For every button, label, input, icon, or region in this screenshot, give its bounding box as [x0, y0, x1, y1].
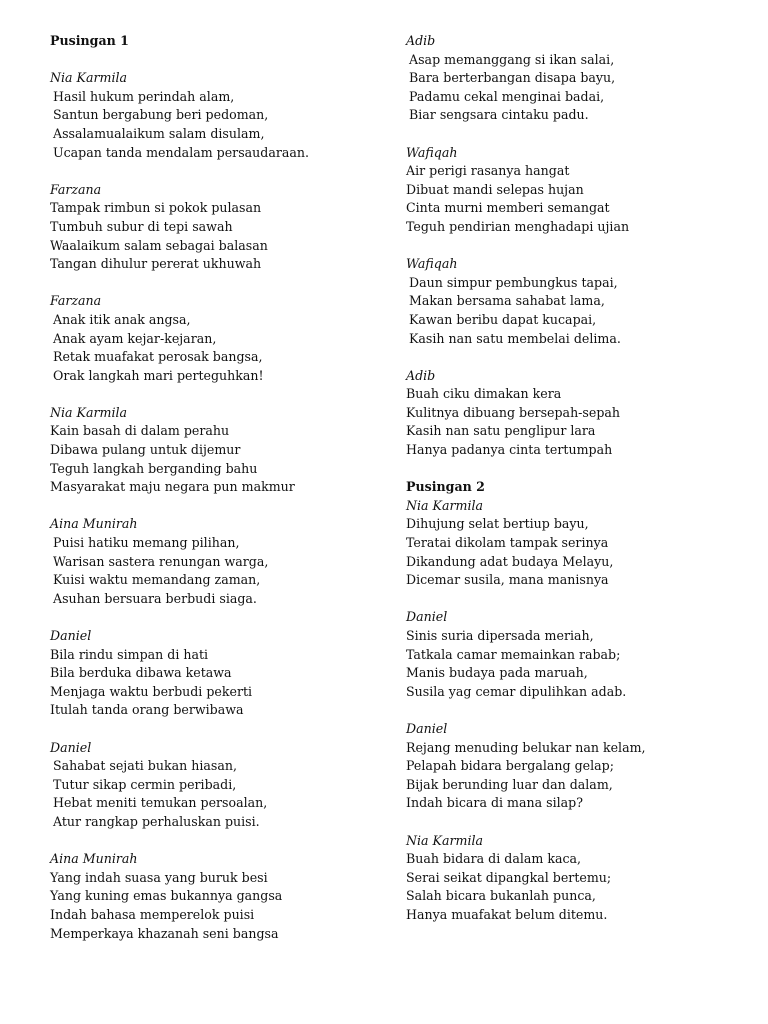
stanza-author: Nia Karmila: [406, 832, 484, 848]
stanza-line: Tampak rimbun si pokok pulasan: [50, 200, 262, 216]
stanza-line: Hebat meniti temukan persoalan,: [53, 795, 268, 811]
stanza-line: Memperkaya khazanah seni bangsa: [50, 925, 279, 941]
pantun-stanza: [50, 404, 370, 497]
stanza-line: Ucapan tanda mendalam persaudaraan.: [53, 144, 310, 160]
stanza-line: Yang kuning emas bukannya gangsa: [50, 888, 283, 904]
stanza-line: Tutur sikap cermin peribadi,: [53, 776, 237, 792]
stanza-line: Masyarakat maju negara pun makmur: [50, 479, 295, 495]
stanza-line: Dicemar susila, mana manisnya: [406, 572, 609, 588]
round-1-heading: Pusingan 1: [50, 33, 129, 48]
stanza-line: Kuisi waktu memandang zaman,: [53, 572, 261, 588]
stanza-line: Bila rindu simpan di hati: [50, 646, 209, 662]
stanza-author: Daniel: [50, 628, 92, 643]
stanza-author: Nia Karmila: [50, 404, 128, 420]
stanza-author: Nia Karmila: [50, 70, 128, 86]
pantun-stanza: [50, 515, 370, 608]
stanza-line: Daun simpur pembungkus tapai,: [409, 274, 618, 290]
stanza-line: Rejang menuding belukar nan kelam,: [406, 739, 646, 755]
stanza-line: Bila berduka dibawa ketawa: [50, 665, 232, 681]
pantun-stanza: [50, 627, 370, 720]
stanza-line: Anak itik anak angsa,: [53, 311, 191, 327]
pantun-stanza: [50, 292, 370, 385]
stanza-line: Indah bahasa memperelok puisi: [50, 906, 255, 922]
stanza-line: Assalamualaikum salam disulam,: [53, 125, 265, 141]
stanza-line: Buah bidara di dalam kaca,: [406, 851, 582, 867]
stanza-line: Itulah tanda orang berwibawa: [50, 702, 244, 718]
stanza-line: Teguh pendirian menghadapi ujian: [406, 218, 630, 234]
stanza-author: Wafiqah: [406, 256, 458, 272]
stanza-line: Tangan dihulur pererat ukhuwah: [50, 256, 262, 272]
stanza-line: Hanya padanya cinta tertumpah: [406, 442, 613, 458]
stanza-line: Air perigi rasanya hangat: [406, 163, 570, 179]
stanza-line: Waalaikum salam sebagai balasan: [50, 237, 268, 253]
stanza-author: Aina Munirah: [50, 516, 138, 532]
pantun-stanza: [406, 720, 746, 813]
stanza-author: Daniel: [50, 739, 92, 755]
stanza-line: Hasil hukum perindah alam,: [53, 88, 235, 104]
stanza-line: Kasih nan satu membelai delima.: [409, 330, 621, 346]
stanza-line: Sahabat sejati bukan hiasan,: [53, 758, 237, 774]
pantun-stanza: [406, 32, 746, 125]
stanza-author: Adib: [406, 33, 436, 48]
stanza-line: Indah bicara di mana silap?: [406, 795, 583, 811]
stanza-author: Farzana: [50, 293, 102, 309]
pantun-stanza: [406, 608, 746, 701]
stanza-line: Santun bergabung beri pedoman,: [53, 107, 269, 123]
stanza-line: Asap memanggang si ikan salai,: [409, 51, 615, 67]
stanza-line: Orak langkah mari perteguhkan!: [53, 367, 264, 383]
stanza-line: Cinta murni memberi semangat: [406, 200, 610, 216]
pantun-stanza: [406, 497, 746, 590]
stanza-line: Buah ciku dimakan kera: [406, 386, 562, 402]
round-2-heading: Pusingan 2: [406, 479, 485, 495]
stanza-line: Dibawa pulang untuk dijemur: [50, 442, 241, 458]
stanza-line: Biar sengsara cintaku padu.: [409, 107, 589, 123]
stanza-author: Daniel: [406, 609, 448, 625]
pantun-stanza: [50, 850, 370, 943]
stanza-line: Dikandung adat budaya Melayu,: [406, 553, 614, 569]
pantun-stanza: [406, 144, 746, 237]
stanza-line: Warisan sastera renungan warga,: [53, 553, 269, 569]
stanza-line: Anak ayam kejar-kejaran,: [53, 330, 217, 346]
stanza-line: Kulitnya dibuang bersepah-sepah: [406, 404, 621, 420]
stanza-line: Teratai dikolam tampak serinya: [406, 535, 609, 551]
stanza-line: Padamu cekal menginai badai,: [409, 88, 605, 104]
stanza-line: Puisi hatiku memang pilihan,: [53, 535, 240, 551]
stanza-line: Atur rangkap perhaluskan puisi.: [53, 813, 260, 829]
pantun-stanza: [406, 367, 746, 460]
stanza-line: Retak muafakat perosak bangsa,: [53, 349, 263, 365]
right-stanza-list-a: [406, 32, 746, 460]
stanza-line: Kasih nan satu penglipur lara: [406, 423, 596, 439]
stanza-line: Serai seikat dipangkal bertemu;: [406, 869, 612, 885]
stanza-line: Bijak berunding luar dan dalam,: [406, 776, 613, 792]
stanza-line: Tumbuh subur di tepi sawah: [50, 218, 233, 234]
stanza-line: Yang indah suasa yang buruk besi: [50, 869, 268, 885]
stanza-line: Kawan beribu dapat kucapai,: [409, 311, 597, 327]
stanza-author: Daniel: [406, 720, 448, 736]
left-stanza-list: [50, 69, 370, 943]
left-column: [50, 32, 370, 962]
pantun-stanza: [406, 255, 746, 348]
stanza-line: Sinis suria dipersada meriah,: [406, 628, 594, 643]
stanza-author: Nia Karmila: [406, 497, 484, 513]
stanza-line: Dibuat mandi selepas hujan: [406, 181, 584, 197]
stanza-line: Bara berterbangan disapa bayu,: [409, 70, 616, 86]
stanza-line: Salah bicara bukanlah punca,: [406, 888, 596, 904]
pantun-stanza: [50, 739, 370, 832]
stanza-line: Pelapah bidara bergalang gelap;: [406, 758, 614, 774]
stanza-author: Farzana: [50, 181, 102, 197]
stanza-author: Adib: [406, 367, 436, 383]
stanza-line: Asuhan bersuara berbudi siaga.: [53, 590, 257, 606]
stanza-line: Dihujung selat bertiup bayu,: [406, 516, 589, 532]
stanza-line: Hanya muafakat belum ditemu.: [406, 906, 608, 922]
stanza-author: Aina Munirah: [50, 851, 138, 867]
right-stanza-list-b: [406, 497, 746, 925]
pantun-stanza: [406, 832, 746, 925]
stanza-line: Menjaga waktu berbudi pekerti: [50, 683, 253, 699]
stanza-line: Manis budaya pada maruah,: [406, 665, 588, 681]
right-column: [406, 32, 746, 943]
stanza-line: Susila yag cemar dipulihkan adab.: [406, 683, 627, 699]
stanza-line: Tatkala camar memainkan rabab;: [406, 646, 621, 662]
pantun-stanza: [50, 69, 370, 162]
stanza-line: Teguh langkah berganding bahu: [50, 460, 258, 476]
stanza-line: Kain basah di dalam perahu: [50, 423, 230, 439]
stanza-line: Makan bersama sahabat lama,: [409, 293, 605, 309]
stanza-author: Wafiqah: [406, 144, 458, 160]
pantun-stanza: [50, 181, 370, 274]
